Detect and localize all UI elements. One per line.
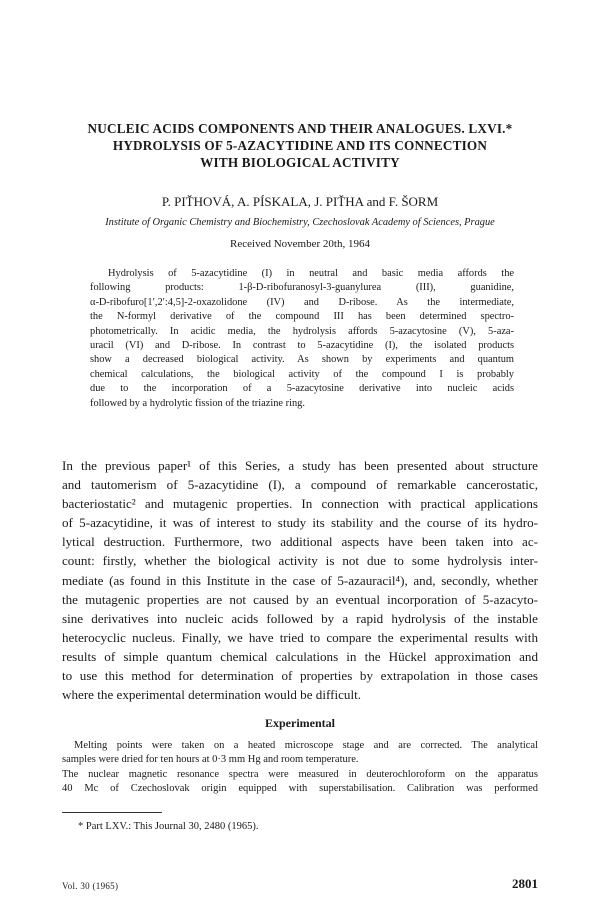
body-line: heterocyclic nucleus. Finally, we have tried to compare the experimental results with xyxy=(62,629,538,645)
abstract-line: show a decreased biological activity. As shown by experiments and quantum xyxy=(90,354,514,366)
abstract-line: chemical calculations, the biological activity of the compound I is probably xyxy=(90,368,514,380)
volume-info: Vol. 30 (1965) xyxy=(62,881,119,891)
body-line: bacteriostatic² and mutagenic properties. In connection with practical applications xyxy=(62,496,538,512)
body-line: to use this method for determination of properties by extrapolation in those cases xyxy=(62,668,538,684)
body-line: results of simple quantum chemical calculations in the Hückel approximation and xyxy=(62,648,538,664)
section-heading: Experimental xyxy=(265,716,335,730)
experimental-line: samples were dried for ten hours at 0·3 mm Hg and room temperature. xyxy=(62,754,359,766)
body-line: the mutagenic properties are not caused by an eventual incorporation of 5-azacyto- xyxy=(62,591,538,607)
body-line: mediate (as found in this Institute in the case of 5-azauracil⁴), and, secondly, whether xyxy=(62,572,538,588)
title-line-2: HYDROLYSIS OF 5-AZACYTIDINE AND ITS CONNECTION xyxy=(112,138,488,153)
experimental-text xyxy=(62,739,538,797)
article-title xyxy=(30,120,570,171)
body-line: count: firstly, whether the biological activity is not due to some hydrolysis inter- xyxy=(62,553,538,569)
footnote-divider xyxy=(62,812,162,813)
abstract-line: Hydrolysis of 5-azacytidine (I) in neutral and basic media affords the xyxy=(108,268,514,279)
body-line: sine derivatives into nucleic acids followed by a rapid hydrolysis of the instable xyxy=(62,610,538,626)
abstract-line: α-D-ribofuro[1′,2′:4,5]-2-oxazolidone (IV) and D-ribose. As the intermediate, xyxy=(90,296,514,308)
body-line: of 5-azacytidine, it was of interest to study its stability and the course of its hydro- xyxy=(62,515,538,531)
abstract-line: followed by a hydrolytic fission of the triazine ring. xyxy=(90,397,305,409)
experimental-line: 40 Mc of Czechoslovak origin equipped with superstabilisation. Calibration was performed xyxy=(62,783,538,795)
title-line-1: NUCLEIC ACIDS COMPONENTS AND THEIR ANALOGUES. LXVI.* xyxy=(87,121,513,136)
abstract-line: the N-formyl derivative of the compound III has been determined spectro- xyxy=(90,311,514,323)
footnote: * Part LXV.: This Journal 30, 2480 (1965). xyxy=(78,821,259,832)
abstract-line: photometrically. In acidic media, the hydrolysis affords 5-azacytosine (V), 5-aza- xyxy=(90,325,514,337)
experimental-line: The nuclear magnetic resonance spectra were measured in deuterochloroform on the apparatus xyxy=(62,768,538,780)
title-line-3: WITH BIOLOGICAL ACTIVITY xyxy=(200,155,400,170)
body-line: and tautomerism of 5-azacytidine (I), a compound of remarkable cancerostatic, xyxy=(62,477,538,493)
body-line: lytical destruction. Furthermore, two additional aspects have been taken into ac- xyxy=(62,534,538,550)
experimental-line: Melting points were taken on a heated microscope stage and are corrected. The analytical xyxy=(74,740,538,751)
abstract-line: due to the incorporation of a 5-azacytosine derivative into nucleic acids xyxy=(90,383,514,395)
body-line: In the previous paper¹ of this Series, a study has been presented about structure xyxy=(62,458,538,473)
body-paragraph xyxy=(62,456,538,704)
affiliation: Institute of Organic Chemistry and Biochemistry, Czechoslovak Academy of Sciences, Prague xyxy=(105,217,495,228)
authors: P. PIŤHOVÁ, A. PÍSKALA, J. PIŤHA and F. ŠORM xyxy=(161,194,439,209)
page-number: 2801 xyxy=(512,876,538,891)
received-date: Received November 20th, 1964 xyxy=(230,238,370,250)
abstract-line: following products: 1-β-D-ribofuranosyl-3-guanylurea (III), guanidine, xyxy=(90,282,514,294)
abstract-line: uracil (VI) and D-ribose. In contrast to 5-azacytidine (I), the isolated products xyxy=(90,340,514,352)
body-line: where the experimental determination would be difficult. xyxy=(62,687,361,703)
abstract xyxy=(90,267,514,411)
